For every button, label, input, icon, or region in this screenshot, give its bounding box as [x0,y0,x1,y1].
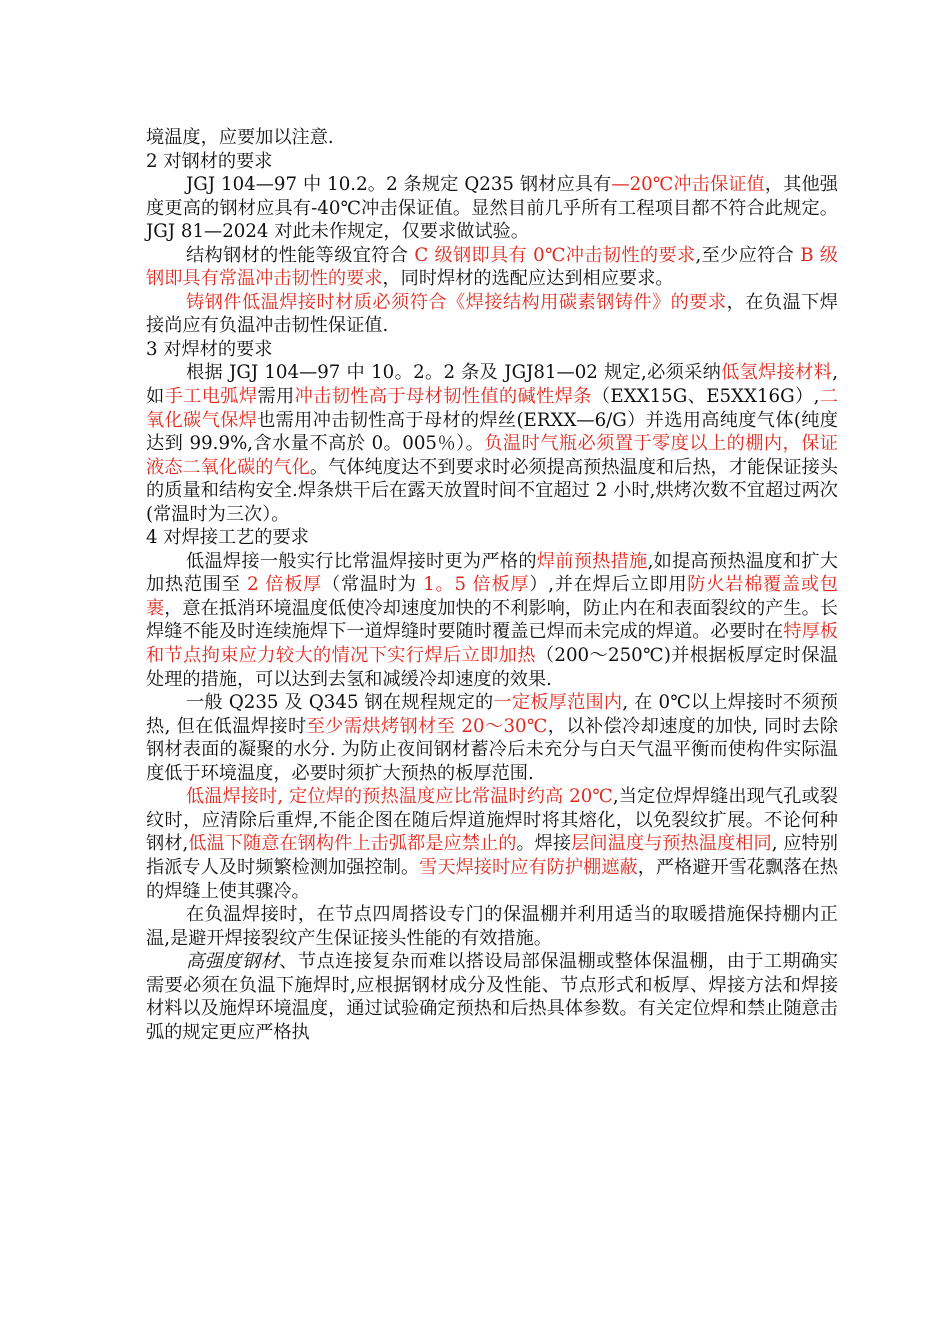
highlighted-text: 1。5 倍板厚 [423,574,530,596]
text-run: 低温焊接一般实行比常温焊接时更为严格的 [186,550,537,572]
highlighted-text: 二氧化碳气保焊 [146,386,838,431]
text-run: ，以补偿冷却速度的加快, 同时去除钢材表面的凝聚的水分. 为防止夜间钢材蓄冷后未充分与白天气温平衡而使构件实际温度低于环境温度，必要时须扩大预热的板厚范围. [146,715,838,784]
highlighted-text: 铸钢件低温焊接时材质必须符合《焊接结构用碳素钢铸件》的要求 [186,291,727,313]
highlighted-text: 手工电弧焊 [164,386,258,408]
highlighted-text: —20℃冲击保证值 [611,174,765,196]
text-run: ，其他强度更高的钢材应具有-40℃冲击保证值。显然目前几乎所有工程项目都不符合此规定。JGJ 81—2024 对此未作规定，仅要求做试验。 [146,174,838,243]
text-run: 2 对钢材的要求 [146,150,273,172]
text-run: ,至少应符合 [695,244,801,266]
section-heading [146,150,838,174]
highlighted-text: 雪天焊接时应有防护棚遮蔽 [419,856,638,878]
text-run: 根据 JGJ 104—97 中 10。2。2 条及 JGJ81—02 规定,必须采纳 [186,362,722,384]
text-run: （200～250℃)并根据板厚定时保温处理的措施，可以达到去氢和减缓冷却速度的效果. [146,645,838,690]
highlighted-text: 冲击韧性高于母材韧性值的碱性焊条 [294,386,592,408]
highlighted-text: 一定板厚范围内 [493,692,623,714]
text-run: ，意在抵消环境温度低使冷却速度加快的不利影响，防止内在和表面裂纹的产生。长焊缝不能及时连续施焊下一道焊缝时要随时覆盖已焊而未完成的焊道。必要时在 [146,597,838,643]
highlighted-text: 防火岩棉覆盖或包裹 [146,574,838,619]
text-run: ，同时焊材的选配应达到相应要求。 [382,268,674,290]
body-paragraph [146,173,838,244]
highlighted-text: C 级钢即具有 0℃冲击韧性的要求 [414,244,696,266]
text-run: （EXX15G、E5XX16G）, [591,386,820,408]
text-run: （常温时为 [322,574,424,596]
text-run: 高强度钢材 [186,951,280,973]
body-paragraph [146,361,838,526]
text-run: 3 对焊材的要求 [146,338,273,360]
highlighted-text: 特厚板和节点拘束应力较大的情况下实行焊后立即加热 [146,621,838,667]
section-heading [146,526,838,550]
text-run: 、节点连接复杂而难以搭设局部保温棚或整体保温棚，由于工期确实需要必须在负温下施焊时,应根据钢材成分及性能、节点形式和板厚、焊接方法和焊接材料以及施焊环境温度，通过试验确定预热和后热具体参数。有关定位焊和禁止随意击弧的规定更应严格执 [146,951,838,1043]
body-paragraph [146,691,838,785]
text-run: ,如提高预热温度和扩大加热范围至 [146,550,838,596]
text-run: 。焊接 [516,833,572,855]
text-run: ，严格避开雪花飘落在热的焊缝上使其骤冷。 [146,856,838,902]
text-run: 境温度，应要加以注意. [146,127,334,148]
highlighted-text: 低温焊接时, 定位焊的预热温度应比常温时约高 20℃ [186,786,613,808]
body-paragraph [146,291,838,338]
body-paragraph [146,950,838,1044]
text-run: 结构钢材的性能等级宜符合 [186,244,415,266]
highlighted-text: 至少需烘烤钢材至 20～30℃ [306,715,548,737]
text-run: 。气体纯度达不到要求时必须提高预热温度和后热，才能保证接头的质量和结构安全.焊条烘干后在露天放置时间不宜超过 2 小时,烘烤次数不宜超过两次(常温时为三次）。 [146,456,838,525]
text-run: ,如 [146,362,838,408]
section-heading [146,338,838,362]
highlighted-text: 层间温度与预热温度相同 [571,833,772,855]
text-run: ,当定位焊焊缝出现气孔或裂纹时，应清除后重焊,不能企图在随后焊道施焊时将其熔化，以免裂纹扩展。不论何种钢材, [146,786,838,855]
body-paragraph [146,550,838,691]
text-run: JGJ 104—97 中 10.2。2 条规定 Q235 钢材应具有 [186,174,612,196]
body-paragraph [146,244,838,291]
highlighted-text: 低温下随意在钢构件上击弧都是应禁止的 [188,833,517,855]
highlighted-text: B 级钢即具有常温冲击韧性的要求 [146,244,838,290]
body-paragraph [146,785,838,903]
text-run: 在负温焊接时，在节点四周搭设专门的保温棚并利用适当的取暖措施保持棚内正温,是避开焊接裂纹产生保证接头性能的有效措施。 [146,904,838,949]
highlighted-text: 2 倍板厚 [247,574,323,596]
text-run: 也需用冲击韧性高于母材的焊丝(ERXX—6/G）并选用高纯度气体(纯度达到 99.9%,含水量不高於 0。005％）。 [146,409,838,455]
document-page [146,126,838,1044]
text-run: 一般 Q235 及 Q345 钢在规程规定的 [186,692,494,714]
text-run: ，在负温下焊接尚应有负温冲击韧性保证值. [146,291,838,337]
highlighted-text: 负温时气瓶必须置于零度以上的棚内，保证液态二氧化碳的气化 [146,433,838,478]
text-run: , 在 0℃以上焊接时不须预热, 但在低温焊接时 [146,692,838,737]
highlighted-text: 低氢焊接材料 [721,362,833,384]
text-run: 需用 [257,386,295,408]
text-run: 4 对焊接工艺的要求 [146,527,309,549]
body-paragraph [146,903,838,950]
text-run: , 应特别指派专人及时频繁检测加强控制。 [146,833,838,878]
highlighted-text: 焊前预热措施 [536,550,648,572]
body-paragraph [146,126,838,150]
text-run: ）,并在焊后立即用 [529,574,688,596]
